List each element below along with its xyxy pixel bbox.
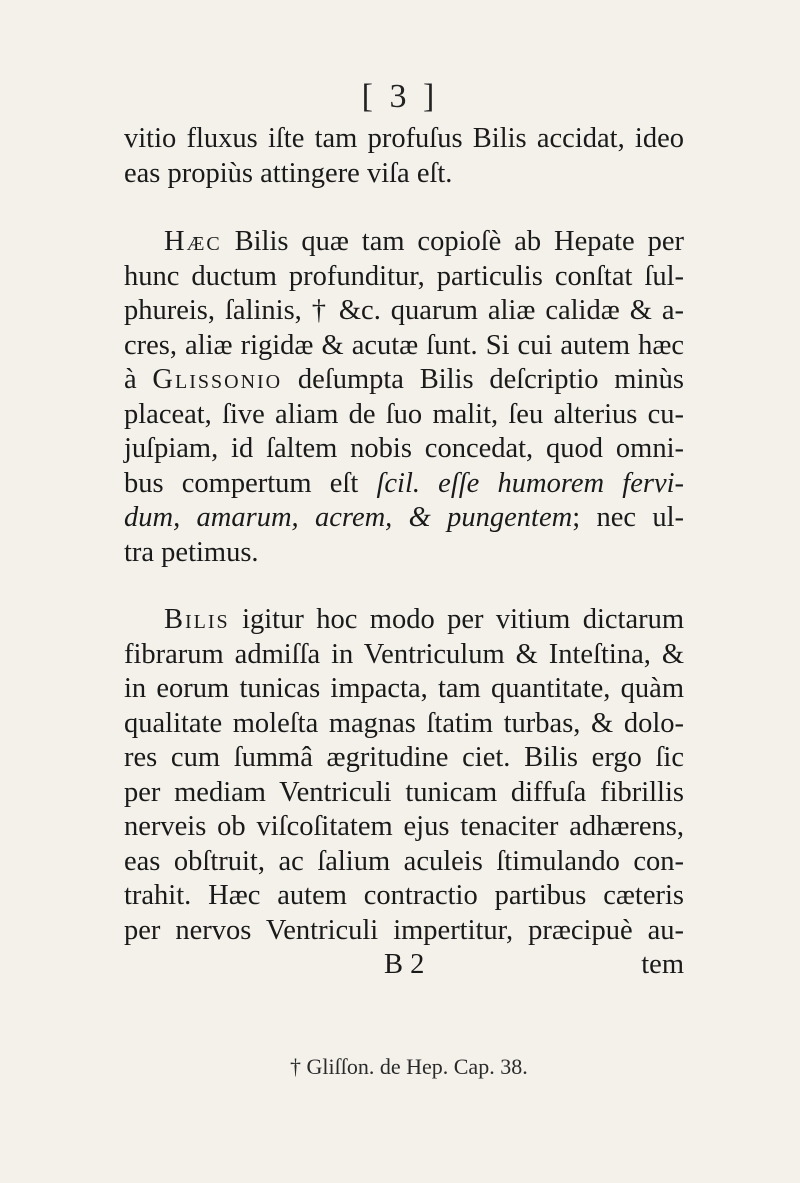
text-line: [124, 501, 684, 536]
text-line: [124, 467, 684, 502]
text-line: phureis, ſalinis, † &c. quarum aliæ calidæ & a-: [124, 295, 684, 326]
text-line: cres, aliæ rigidæ & acutæ ſunt. Si cui autem hæc: [124, 329, 684, 361]
text-line: trahit. Hæc autem contractio partibus cæteris: [124, 880, 684, 911]
text-line: juſpiam, id ſaltem nobis concedat, quod omni-: [124, 433, 684, 464]
text-line: qualitate moleſta magnas ſtatim turbas, & dolo-: [124, 707, 684, 739]
text-line: per mediam Ventriculi tunicam diffuſa fibrillis: [124, 776, 684, 808]
page-number: [ 3 ]: [361, 78, 439, 115]
text-fragment: igitur hoc modo per vitium dictarum: [229, 604, 684, 635]
paragraph-gap: [124, 570, 684, 603]
footnote: † Gliſſon. de Hep. Cap. 38.: [290, 1054, 528, 1079]
signature-mark: B 2: [384, 949, 425, 980]
text-line: in eorum tunicas impacta, tam quantitate, quàm: [124, 673, 684, 704]
opening-word: Hæc: [164, 226, 222, 257]
text-line: per nervos Ventriculi impertitur, præcipuè au-: [124, 914, 684, 946]
text-line: hunc ductum profunditur, particulis conſtat ſul-: [124, 260, 684, 292]
text-line: placeat, ſive aliam de ſuo malit, ſeu alterius cu-: [124, 398, 684, 430]
catchword: tem: [641, 949, 684, 980]
text-line: eas propiùs attingere viſa eſt.: [124, 157, 453, 189]
text-line: vitio fluxus iſte tam profuſus Bilis accidat, ideo: [124, 123, 684, 154]
text-line: nerveis ob viſcoſitatem ejus tenaciter adhærens,: [124, 811, 684, 842]
text-line: fibrarum admiſſa in Ventriculum & Inteſtina, &: [124, 638, 684, 670]
catchline: [124, 948, 684, 983]
text-line: res cum ſummâ ægritudine ciet. Bilis ergo ſic: [124, 742, 684, 773]
author-name: Glissonio: [152, 364, 283, 395]
text-fragment: à: [124, 364, 153, 395]
italic-fragment: dum, amarum, acrem, & pungentem: [124, 502, 573, 533]
text-line: [124, 603, 684, 638]
opening-word: Bilis: [164, 604, 230, 635]
text-line: [124, 363, 684, 398]
text-fragment: ; nec ul-: [572, 502, 684, 533]
text-line: eas obſtruit, ac ſalium aculeis ſtimulando con-: [124, 845, 684, 877]
main-text: [124, 122, 684, 983]
text-fragment: deſumpta Bilis deſcriptio minùs: [282, 364, 684, 395]
paragraph-gap: [124, 191, 684, 225]
text-fragment: bus compertum eſt: [124, 467, 377, 499]
text-line: [124, 225, 684, 260]
text-fragment: Bilis quæ tam copioſè ab Hepate per: [221, 226, 684, 257]
text-line: tra petimus.: [124, 536, 259, 568]
italic-fragment: ſcil. eſſe humorem fervi-: [376, 467, 685, 499]
